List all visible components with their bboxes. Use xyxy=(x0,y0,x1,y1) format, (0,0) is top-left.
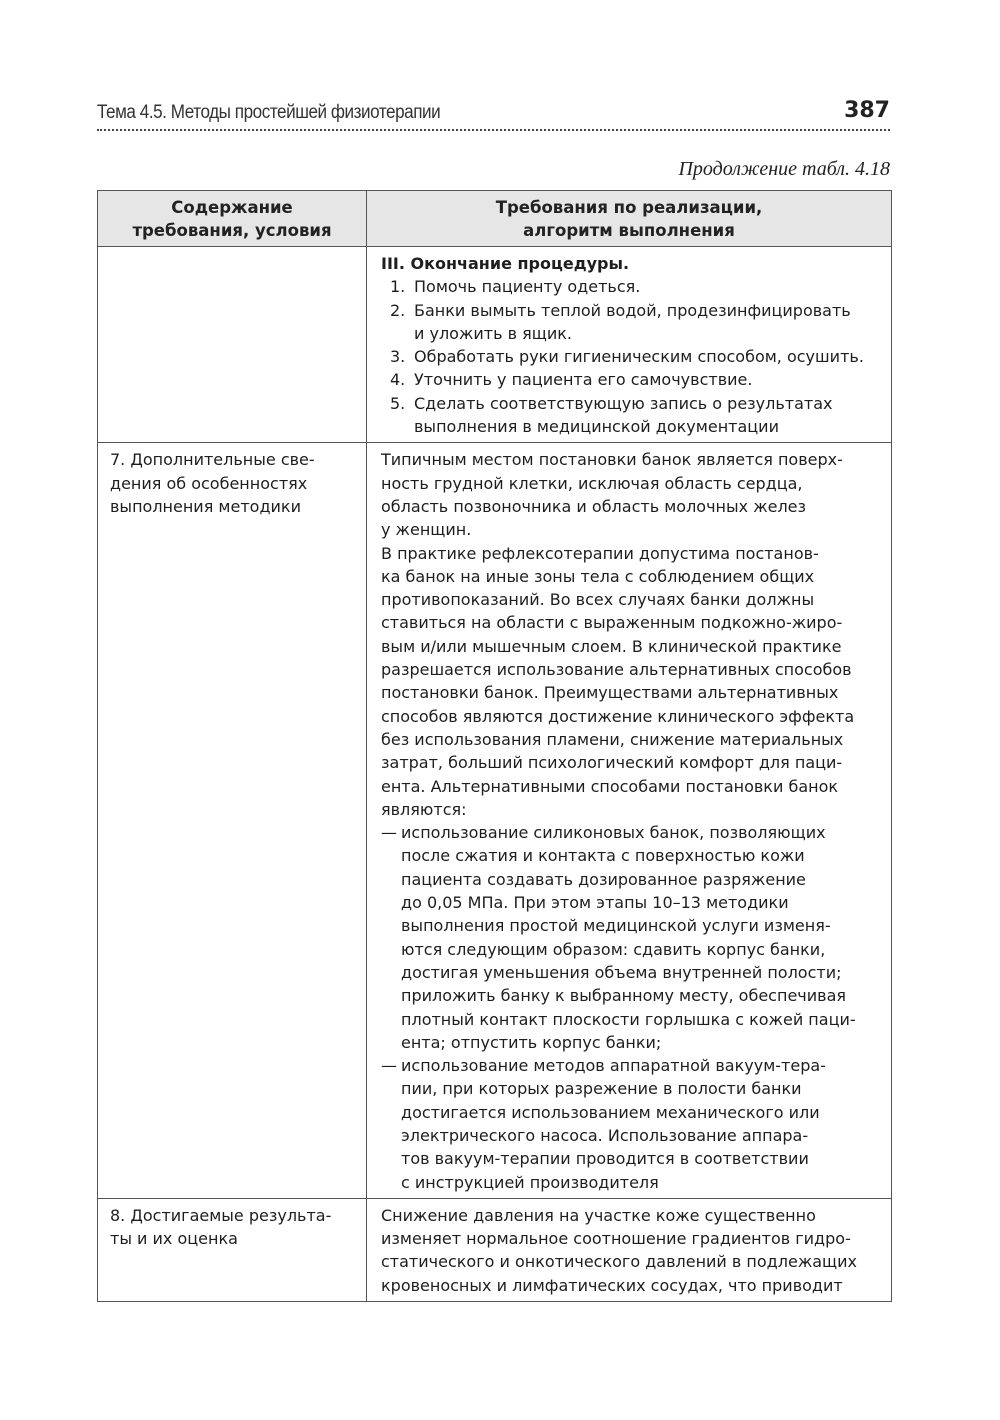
text-line: с инструкцией производителя xyxy=(401,1172,659,1192)
dash-list xyxy=(381,821,883,1194)
text-line: В практике рефлексотерапии допустима постанов- xyxy=(381,543,819,563)
list-item xyxy=(381,345,883,368)
text-line: ента. Альтернативными способами постановки банок xyxy=(381,776,839,796)
text-line: противопоказаний. Во всех случаях банки должны xyxy=(381,590,815,610)
text-line: область позвоночника и область молочных желез xyxy=(381,496,807,516)
step-line: и уложить в ящик. xyxy=(414,323,572,343)
row-label-line: 7. Дополнительные све- xyxy=(110,450,315,470)
page-number: 387 xyxy=(844,98,890,123)
row-label-line: 8. Достигаемые результа- xyxy=(110,1205,332,1225)
text-line: ента; отпустить корпус банки; xyxy=(401,1032,662,1052)
text-line: до 0,05 МПа. При этом этапы 10–13 методики xyxy=(401,893,789,913)
text-line: использование методов аппаратной вакуум-тера- xyxy=(401,1056,826,1076)
text-line: постановки банок. Преимуществами альтернативных xyxy=(381,683,839,703)
header-line: требования, условия xyxy=(132,221,332,240)
text-line: являются: xyxy=(381,799,467,819)
text-line: приложить банку к выбранному месту, обеспечивая xyxy=(401,986,846,1006)
header-title: Тема 4.5. Методы простейшей физиотерапии xyxy=(97,102,441,123)
step-number: 3. xyxy=(390,347,406,367)
table-caption: Продолжение табл. 4.18 xyxy=(678,158,890,180)
column-header-content xyxy=(98,191,367,247)
text-line: статического и онкотического давлений в подлежащих xyxy=(381,1252,857,1272)
step-line: Обработать руки гигиеническим способом, осушить. xyxy=(414,347,864,367)
step-text xyxy=(414,368,883,391)
text-line: вым и/или мышечным слоем. В клинической практике xyxy=(381,636,842,656)
header-line: алгоритм выполнения xyxy=(523,221,735,240)
step-text xyxy=(414,392,883,439)
section-title: III. Окончание процедуры. xyxy=(381,254,630,273)
text-line: у женщин. xyxy=(381,520,472,540)
step-line: выполнения в медицинской документации xyxy=(414,417,779,437)
column-header-algorithm xyxy=(367,191,892,247)
text-line: плотный контакт плоскости горлышка с кожей паци- xyxy=(401,1009,856,1029)
text-line: разрешается использование альтернативных способов xyxy=(381,660,852,680)
text-line: Типичным местом постановки банок является поверх- xyxy=(381,450,843,470)
list-item xyxy=(381,1054,883,1194)
step-text xyxy=(414,345,883,368)
row-label-line: дения об особенностях xyxy=(110,473,308,493)
text-line: изменяет нормальное соотношение градиентов гидро- xyxy=(381,1229,851,1249)
running-header xyxy=(97,98,890,132)
row-label-line: выполнения методики xyxy=(110,496,301,516)
row-label-cell xyxy=(98,443,367,1199)
step-line: Сделать соответствующую запись о результатах xyxy=(414,393,833,413)
steps-list xyxy=(381,275,883,438)
step-line: Помочь пациенту одеться. xyxy=(414,277,641,297)
text-line: ка банок на иные зоны тела с соблюдением общих xyxy=(381,566,815,586)
table-header-row xyxy=(98,191,892,247)
list-item xyxy=(381,275,883,298)
text-line: способов являются достижение клинического эффекта xyxy=(381,706,855,726)
list-item xyxy=(381,299,883,346)
table-row-procedure-end xyxy=(98,247,892,443)
text-line: без использования пламени, снижение материальных xyxy=(381,729,844,749)
step-number: 1. xyxy=(390,277,406,297)
paragraph xyxy=(381,448,883,821)
text-line: электрического насоса. Использование аппара- xyxy=(401,1125,809,1145)
step-text xyxy=(414,275,883,298)
table-row-additional-info xyxy=(98,443,892,1199)
list-item xyxy=(381,368,883,391)
procedure-end-cell xyxy=(367,247,892,443)
additional-info-cell xyxy=(367,443,892,1199)
text-line: Снижение давления на участке коже существенно xyxy=(381,1205,816,1225)
list-item xyxy=(381,392,883,439)
text-line: достигая уменьшения объема внутренней полости; xyxy=(401,962,842,982)
row-label-line: ты и их оценка xyxy=(110,1229,238,1249)
step-number: 2. xyxy=(390,300,406,320)
text-line: достигается использованием механического или xyxy=(401,1102,820,1122)
step-number: 5. xyxy=(390,393,406,413)
text-line: выполнения простой медицинской услуги изменя- xyxy=(401,916,831,936)
step-text xyxy=(414,299,883,346)
step-line: Уточнить у пациента его самочувствие. xyxy=(414,370,753,390)
text-line: ются следующим образом: сдавить корпус банки, xyxy=(401,939,826,959)
text-line: ставиться на области с выраженным подкожно-жиро- xyxy=(381,613,843,633)
results-cell xyxy=(367,1198,892,1301)
requirements-table xyxy=(97,190,892,1302)
text-line: затрат, больший психологический комфорт для паци- xyxy=(381,753,843,773)
step-line: Банки вымыть теплой водой, продезинфицировать xyxy=(414,300,851,320)
row-label-cell xyxy=(98,1198,367,1301)
table-row-results xyxy=(98,1198,892,1301)
text-line: пии, при которых разрежение в полости банки xyxy=(401,1079,802,1099)
text-line: ность грудной клетки, исключая область сердца, xyxy=(381,473,803,493)
step-number: 4. xyxy=(390,370,406,390)
text-line: тов вакуум-терапии проводится в соответствии xyxy=(401,1149,809,1169)
list-item xyxy=(381,821,883,1054)
header-line: Требования по реализации, xyxy=(495,198,763,217)
text-line: кровеносных и лимфатических сосудах, что приводит xyxy=(381,1275,843,1295)
empty-cell xyxy=(98,247,367,443)
header-line: Содержание xyxy=(171,198,293,217)
text-line: после сжатия и контакта с поверхностью кожи xyxy=(401,846,805,866)
dash-marker: — xyxy=(381,1056,397,1076)
text-line: пациента создавать дозированное разряжение xyxy=(401,869,806,889)
bullet-text xyxy=(401,821,883,1054)
bullet-text xyxy=(401,1054,883,1194)
header-dotted-rule xyxy=(97,129,890,131)
dash-marker: — xyxy=(381,823,397,843)
text-line: использование силиконовых банок, позволяющих xyxy=(401,823,826,843)
